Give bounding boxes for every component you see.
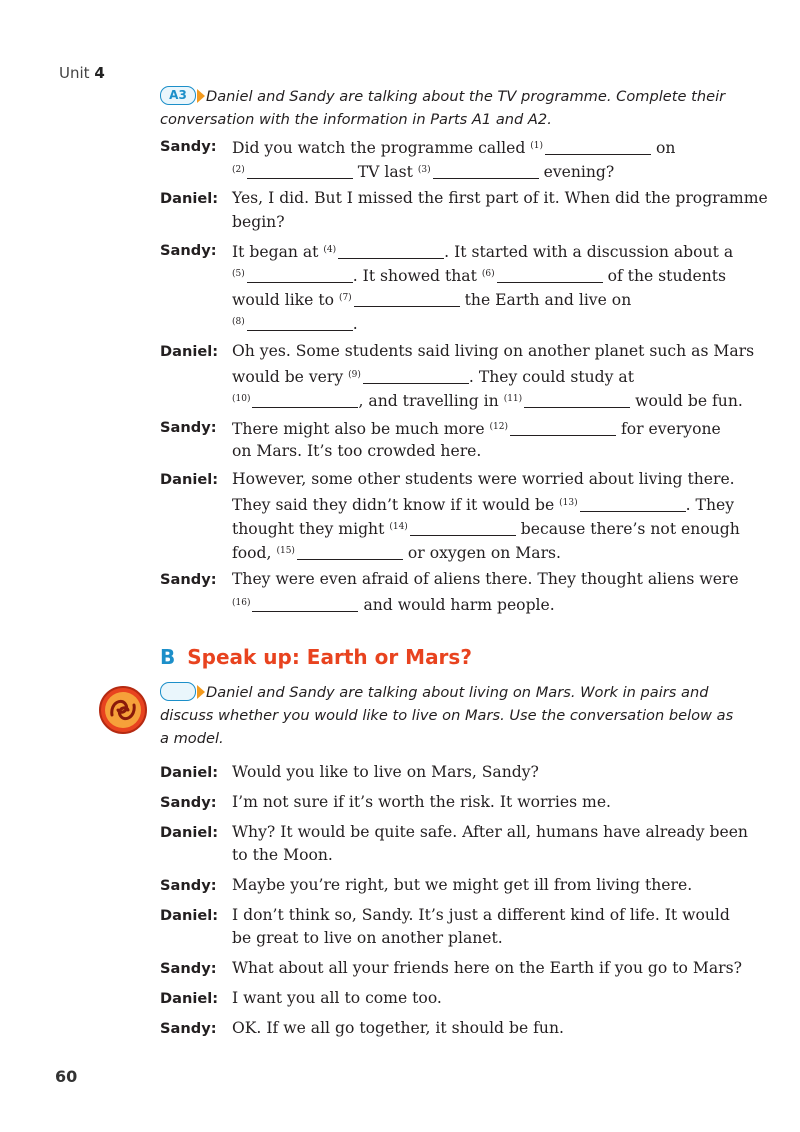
answer-blank[interactable] [354, 291, 460, 307]
dialogue-line [160, 134, 760, 159]
a3-instruction [160, 85, 760, 131]
dialogue-line [160, 415, 760, 440]
dialogue-line [160, 210, 760, 235]
dialogue-text: begin? [232, 213, 285, 231]
speaker-label: Daniel: [160, 907, 219, 924]
dialogue-text: the Earth and live on [464, 291, 632, 309]
dialogue-line [160, 339, 760, 364]
dialogue-text: Why? It would be quite safe. After all, humans have already been [232, 823, 748, 841]
dialogue-line [160, 790, 760, 815]
dialogue-line [160, 820, 760, 845]
dialogue-text: , and travelling in [358, 392, 499, 410]
dialogue-line [160, 873, 760, 898]
dialogue-line [160, 467, 760, 492]
dialogue-line [160, 158, 760, 183]
blank-number: (16) [232, 598, 251, 608]
answer-blank[interactable] [247, 163, 353, 179]
dialogue-line [160, 238, 760, 263]
speaker-label: Daniel: [160, 990, 219, 1007]
speak-up-icon [98, 685, 148, 735]
dialogue-text: to the Moon. [232, 846, 333, 864]
play-arrow-icon [197, 89, 205, 103]
answer-blank[interactable] [338, 243, 444, 259]
blank-number: (3) [417, 165, 431, 175]
speaker-label: Sandy: [160, 960, 217, 977]
a3-badge-label: A3 [160, 86, 196, 105]
a3-badge [160, 86, 202, 105]
answer-blank[interactable] [247, 315, 353, 331]
answer-blank[interactable] [497, 267, 603, 283]
speaker-label: Daniel: [160, 824, 219, 841]
dialogue-text: be great to live on another planet. [232, 929, 503, 947]
dialogue-line [160, 760, 760, 785]
dialogue-line [160, 186, 768, 211]
section-heading [160, 645, 472, 669]
section-letter: B [160, 645, 176, 669]
speaker-label: Sandy: [160, 138, 217, 155]
dialogue-text: I want you all to come too. [232, 989, 442, 1007]
speaker-label: Daniel: [160, 471, 219, 488]
blank-number: (2) [232, 165, 245, 175]
dialogue-text: or oxygen on Mars. [407, 544, 561, 562]
speaker-label: Sandy: [160, 877, 217, 894]
dialogue-line [160, 387, 760, 412]
blank-number: (6) [481, 269, 495, 279]
speaker-label: Sandy: [160, 794, 217, 811]
blank-number: (1) [530, 141, 544, 151]
answer-blank[interactable] [524, 392, 630, 408]
dialogue-text: would be fun. [635, 392, 743, 410]
dialogue-line [160, 956, 760, 981]
unit-header [59, 64, 105, 82]
blank-number: (5) [232, 269, 245, 279]
dialogue-text: Maybe you’re right, but we might get ill from living there. [232, 876, 693, 894]
b-instruction [160, 681, 760, 750]
dialogue-text: I’m not sure if it’s worth the risk. It worries me. [232, 793, 612, 811]
answer-blank[interactable] [433, 163, 539, 179]
dialogue-text: They said they didn’t know if it would be [232, 496, 555, 514]
dialogue-text: . It started with a discussion about a [444, 243, 734, 261]
dialogue-text: for everyone [620, 420, 721, 438]
answer-blank[interactable] [252, 392, 358, 408]
dialogue-text: would like to [232, 291, 334, 309]
dialogue-text: and would harm people. [363, 596, 555, 614]
speaker-label: Sandy: [160, 242, 217, 259]
dialogue-text: However, some other students were worried about living there. [232, 470, 735, 488]
dialogue-line [160, 286, 760, 311]
speaker-label: Daniel: [160, 190, 219, 207]
dialogue-line [160, 986, 760, 1011]
dialogue-text: because there’s not enough [520, 520, 740, 538]
dialogue-line [160, 591, 760, 616]
blank-number: (14) [389, 522, 408, 532]
dialogue-text: would be very [232, 368, 344, 386]
dialogue-text: Yes, I did. But I missed the first part of it. When did the programme [232, 189, 768, 207]
blank-number: (8) [232, 317, 245, 327]
blank-number: (10) [232, 394, 251, 404]
b-instruction-line-3: a model. [160, 730, 224, 747]
a3-instruction-line-2: conversation with the information in Parts A1 and A2. [160, 111, 552, 128]
b-instruction-line-1: Daniel and Sandy are talking about living on Mars. Work in pairs and [206, 684, 709, 701]
blank-number: (13) [559, 498, 578, 508]
b-badge [160, 682, 202, 701]
dialogue-line [160, 439, 760, 464]
speaker-label: Daniel: [160, 764, 219, 781]
blank-number: (7) [338, 293, 352, 303]
dialogue-line [160, 363, 760, 388]
answer-blank[interactable] [363, 368, 469, 384]
speaker-label: Sandy: [160, 1020, 217, 1037]
answer-blank[interactable] [410, 520, 516, 536]
dialogue-text: of the students [607, 267, 727, 285]
dialogue-line [160, 903, 760, 928]
dialogue-text: What about all your friends here on the Earth if you go to Mars? [232, 959, 742, 977]
dialogue-text: on Mars. It’s too crowded here. [232, 442, 482, 460]
dialogue-text: They were even afraid of aliens there. They thought aliens were [232, 570, 739, 588]
section-title: Speak up: Earth or Mars? [187, 645, 472, 669]
dialogue-text: thought they might [232, 520, 385, 538]
dialogue-line [160, 926, 760, 951]
dialogue-text: on [655, 139, 676, 157]
dialogue-text: food, [232, 544, 272, 562]
answer-blank[interactable] [545, 139, 651, 155]
dialogue-line [160, 262, 760, 287]
answer-blank[interactable] [580, 496, 686, 512]
dialogue-line [160, 843, 760, 868]
dialogue-text: evening? [543, 163, 615, 181]
dialogue-text: Would you like to live on Mars, Sandy? [232, 763, 539, 781]
unit-number: 4 [94, 64, 105, 82]
speaker-label: Sandy: [160, 571, 217, 588]
dialogue-text: There might also be much more [232, 420, 485, 438]
blank-number: (15) [276, 546, 295, 556]
play-arrow-icon [197, 685, 205, 699]
dialogue-line [160, 491, 760, 516]
dialogue-text: . It showed that [352, 267, 477, 285]
answer-blank[interactable] [252, 596, 358, 612]
dialogue-line [160, 515, 760, 540]
dialogue-text: . They could study at [468, 368, 634, 386]
dialogue-line [160, 539, 760, 564]
dialogue-text: I don’t think so, Sandy. It’s just a different kind of life. It would [232, 906, 730, 924]
a3-instruction-line-1: Daniel and Sandy are talking about the TV programme. Complete their [206, 88, 726, 105]
answer-blank[interactable] [297, 544, 403, 560]
dialogue-text: It began at [232, 243, 319, 261]
dialogue-text: . [352, 315, 358, 333]
dialogue-line [160, 1016, 760, 1041]
dialogue-text: OK. If we all go together, it should be fun. [232, 1019, 564, 1037]
dialogue-text: Oh yes. Some students said living on another planet such as Mars [232, 342, 755, 360]
speaker-label: Sandy: [160, 419, 217, 436]
answer-blank[interactable] [510, 420, 616, 436]
blank-number: (11) [503, 394, 523, 404]
blank-number: (9) [348, 370, 361, 380]
dialogue-text: TV last [357, 163, 413, 181]
dialogue-text: . They [685, 496, 735, 514]
answer-blank[interactable] [247, 267, 353, 283]
dialogue-line [160, 567, 760, 592]
dialogue-line [160, 310, 760, 335]
speaker-label: Daniel: [160, 343, 219, 360]
unit-label: Unit [59, 64, 90, 82]
blank-number: (12) [489, 422, 509, 432]
blank-number: (4) [323, 245, 337, 255]
page-number: 60 [55, 1067, 78, 1086]
b-instruction-line-2: discuss whether you would like to live on Mars. Use the conversation below as [160, 707, 734, 724]
dialogue-text: Did you watch the programme called [232, 139, 526, 157]
